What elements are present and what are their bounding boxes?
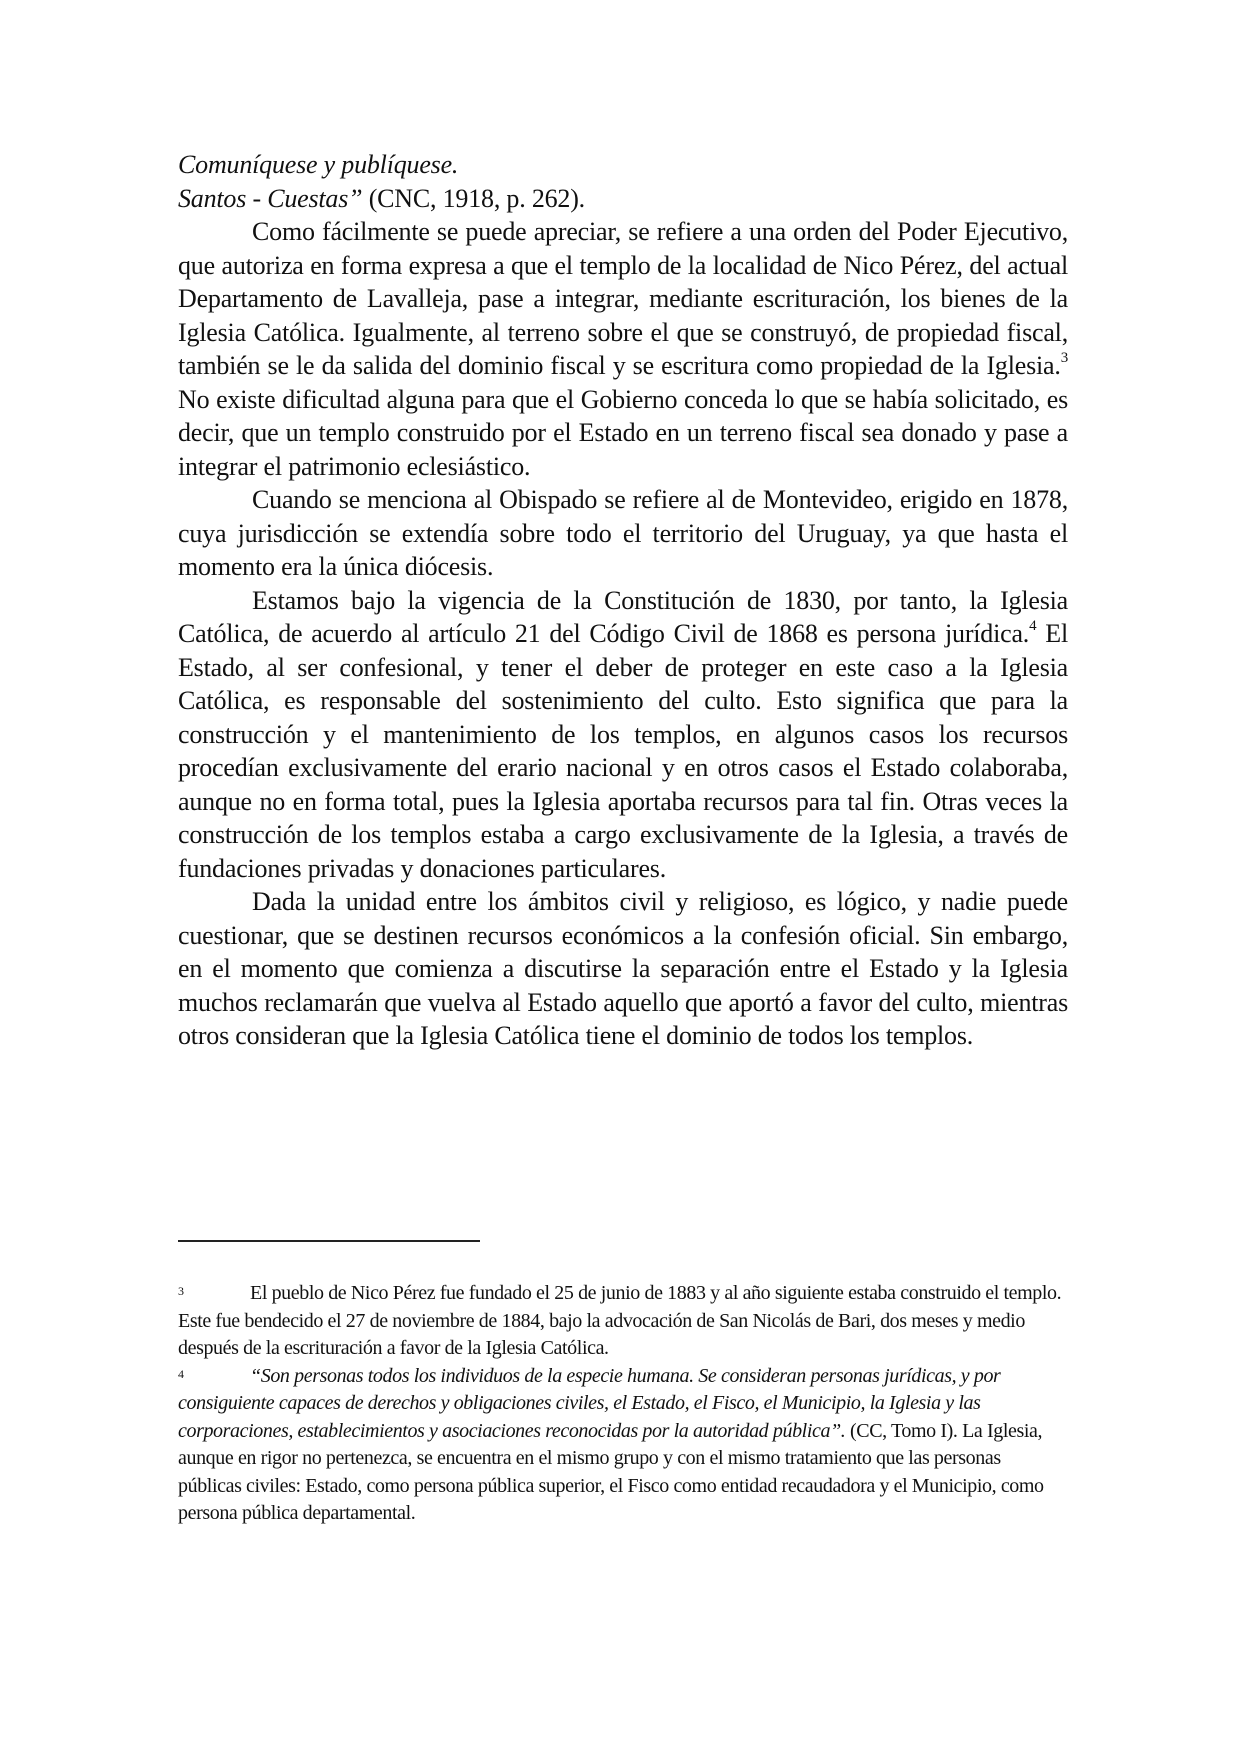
footnote-number: 4: [178, 1366, 184, 1381]
signature-citation-line: [178, 182, 1068, 216]
body-text: [178, 148, 1068, 1053]
footnotes: [178, 1280, 1068, 1528]
paragraph-text: Estamos bajo la vigencia de la Constitución de 1830, por tanto, la Iglesia Católica, de acuerdo al artículo 21 del Código Civil de 1868 es persona jurídica.: [178, 585, 1068, 648]
citation: (CNC, 1918, p. 262).: [362, 183, 585, 213]
paragraph-2: Cuando se menciona al Obispado se refiere al de Montevideo, erigido en 1878, cuya jurisdicción se extendía sobre todo el territorio del Uruguay, ya que hasta el momento era la única diócesis.: [178, 485, 1068, 581]
footnote-ref-4[interactable]: 4: [1029, 618, 1037, 635]
paragraph-3: [178, 584, 1068, 886]
footnote-4: [178, 1363, 1068, 1528]
footnote-3: [178, 1280, 1068, 1363]
footnote-separator: [178, 1240, 480, 1242]
paragraph-1: [178, 215, 1068, 483]
footnote-quote: “Son personas todos los individuos de la especie humana. Se consideran personas jurídicas, y por consiguiente capaces de derechos y obligaciones civiles, el Estado, el Fisco, el Municipio, la Iglesia y las corporaciones, establecimientos y asociaciones reconocidas por la autoridad pública”.: [178, 1364, 1001, 1442]
footnote-text: El pueblo de Nico Pérez fue fundado el 25 de junio de 1883 y al año siguiente estaba construido el templo. Este fue bendecido el 27 de noviembre de 1884, bajo la advocación de San Nicolás de Bari, dos meses y medio después de la escrituración a favor de la Iglesia Católica.: [178, 1282, 1062, 1359]
closing-line: Comuníquese y publíquese.: [178, 150, 459, 179]
footnote-number: 3: [178, 1284, 184, 1298]
footnote-ref-3[interactable]: 3: [1060, 350, 1068, 367]
paragraph-4: Dada la unidad entre los ámbitos civil y religioso, es lógico, y nadie puede cuestionar, que se destinen recursos económicos a la confesión oficial. Sin embargo, en el momento que comienza a discutirse la separación entre el Estado y la Iglesia muchos reclamarán que vuelva al Estado aquello que aportó a favor del culto, mientras otros consideran que la Iglesia Católica tiene el dominio de todos los templos.: [178, 887, 1068, 1050]
footnote-text: (CC, Tomo I). La Iglesia, aunque en rigor no pertenezca, se encuentra en el mismo grupo y con el mismo tratamiento que las personas públicas civiles: Estado, como persona pública superior, el Fisco como entidad recaudadora y el Municipio, como persona pública departamental.: [178, 1419, 1044, 1524]
paragraph-text: Como fácilmente se puede apreciar, se refiere a una orden del Poder Ejecutivo, que autoriza en forma expresa a que el templo de la localidad de Nico Pérez, del actual Departamento de Lavalleja, pase a integrar, mediante escrituración, los bienes de la Iglesia Católica. Igualmente, al terreno sobre el que se construyó, de propiedad fiscal, también se le da salida del dominio fiscal y se escritura como propiedad de la Iglesia.: [178, 217, 1068, 380]
signatures: Santos - Cuestas”: [178, 183, 363, 213]
paragraph-text: No existe dificultad alguna para que el Gobierno conceda lo que se había solicitado, es decir, que un templo construido por el Estado en un terreno fiscal sea donado y pase a integrar el patrimonio eclesiástico.: [178, 384, 1068, 481]
paragraph-text: El Estado, al ser confesional, y tener el deber de proteger en este caso a la Iglesia Católica, es responsable del sostenimiento del culto. Esto significa que para la construcción y el mantenimiento de los templos, en algunos casos los recursos procedían exclusivamente del erario nacional y en otros casos el Estado colaboraba, aunque no en forma total, pues la Iglesia aportaba recursos para tal fin. Otras veces la construcción de los templos estaba a cargo exclusivamente de la Iglesia, a través de fundaciones privadas y donaciones particulares.: [178, 619, 1068, 883]
